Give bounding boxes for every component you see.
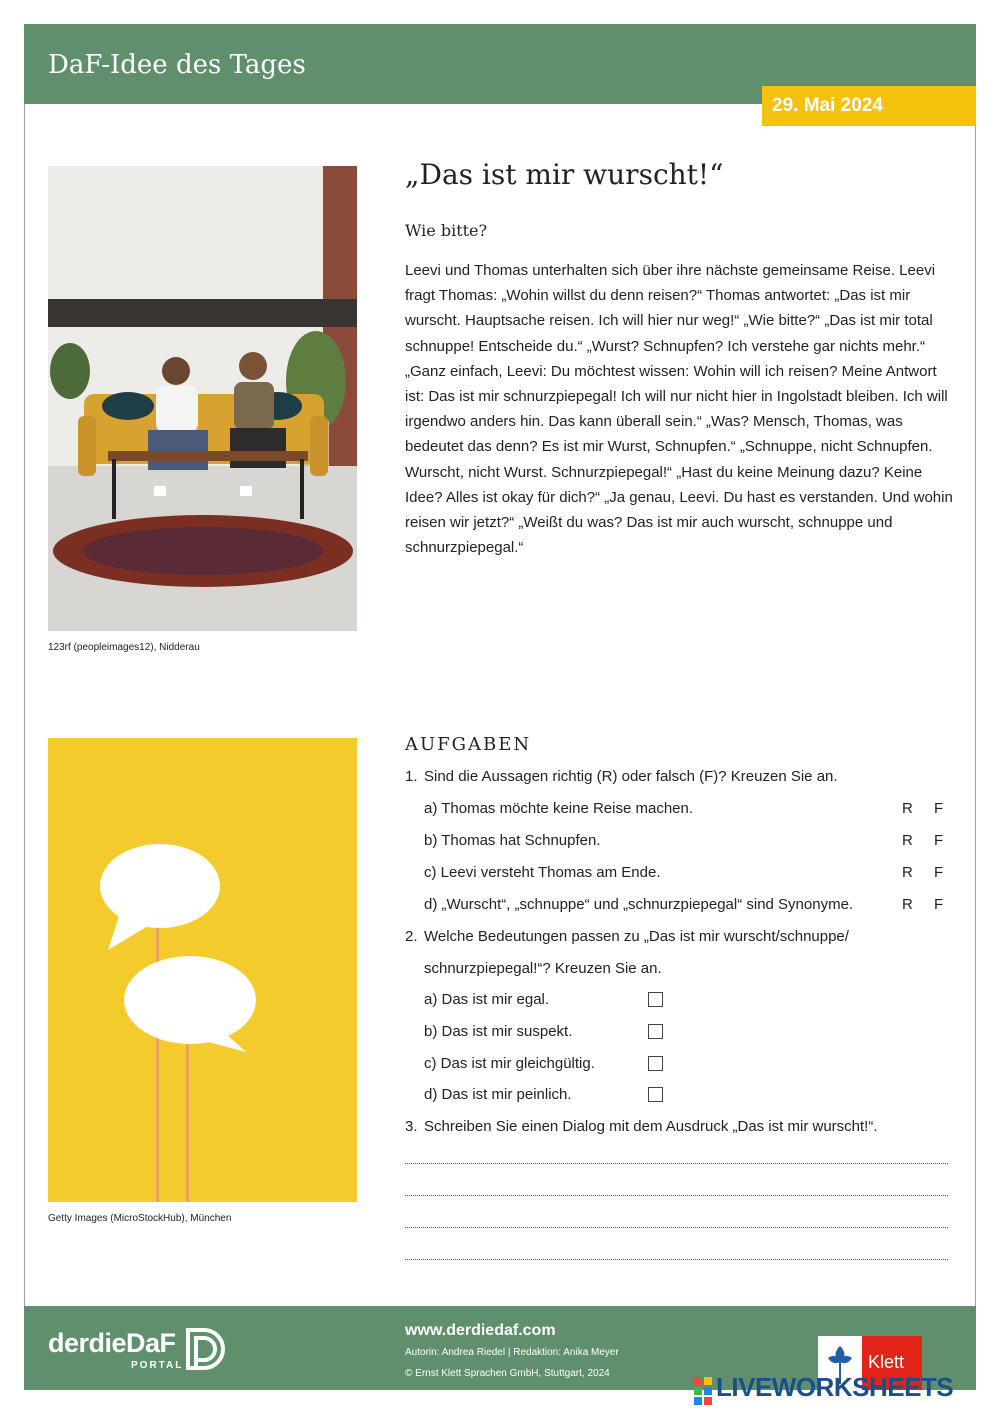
footer-credits: Autorin: Andrea Riedel | Redaktion: Anika Meyer [405,1347,619,1358]
task1-item-c-r[interactable]: R [902,864,913,881]
article-title: „Das ist mir wurscht!“ [405,158,724,191]
klett-logo-text: Klett [868,1352,905,1372]
task2-number: 2. [405,928,418,945]
article-subtitle: Wie bitte? [405,221,488,240]
task1-item-a: a) Thomas möchte keine Reise machen. [424,800,694,817]
task3-number: 3. [405,1118,418,1135]
derdiedaf-logo-icon [184,1326,228,1372]
task2-item-c-checkbox[interactable] [648,1056,663,1071]
photo2-caption: Getty Images (MicroStockHub), München [48,1213,232,1224]
task2-item-b: b) Das ist mir suspekt. [424,1023,573,1040]
answer-line-4[interactable] [405,1259,948,1260]
task1-number: 1. [405,768,418,785]
task2-item-b-checkbox[interactable] [648,1024,663,1039]
liveworksheets-watermark: LIVEWORKSHEETS [716,1372,954,1402]
photo1-caption: 123rf (peopleimages12), Nidderau [48,642,200,653]
task1-item-b-r[interactable]: R [902,832,913,849]
task1-item-c-f[interactable]: F [934,864,944,881]
article-body: Leevi und Thomas unterhalten sich über ihre nächste gemeinsame Reise. Leevi fragt Thomas: „Wohin willst du denn reisen?“ Thomas antwortet: „Das ist mir wurscht. Hauptsache reisen. Ich will hier nur weg!“ „Wie bitte?“ „Das ist mir total schnuppe! Entscheide du.“ „Wurst? Schnupfen? Ich verstehe gar nichts mehr.“ „Ganz einfach, Leevi: Du möchtest wissen: Wohin will ich reisen? Meine Antwort ist: Das ist mir schnurzpiepegal! Ich will nur nicht hier in Ingolstadt bleiben. Ich will irgendwo anders hin. Das kann überall sein.“ „Was? Mensch, Thomas, was bedeutet das denn? Es ist mir Wurst, Schnupfen.“ „Schnuppe, nicht Schnupfen. Wurscht, nicht Wurst. Schnurzpiepegal!“ „Hast du keine Meinung dazu? Keine Idee? Alles ist okay für dich?“ „Ja genau, Leevi. Du hast es verstanden. Und wohin reisen wir jetzt?“ „Weißt du was? Das ist mir auch wurscht, schnuppe und schnurzpiepegal.“ [405,262,953,557]
task1-item-d-r[interactable]: R [902,896,913,913]
task1-item-c: c) Leevi versteht Thomas am Ende. [424,864,661,881]
task1-item-a-r[interactable]: R [902,800,913,817]
task2-question-line1: Welche Bedeutungen passen zu „Das ist mir wurscht/schnuppe/ [424,928,849,945]
task3-question: Schreiben Sie einen Dialog mit dem Ausdruck „Das ist mir wurscht!“. [424,1118,878,1135]
answer-line-3[interactable] [405,1227,948,1228]
task1-item-d: d) „Wurscht“, „schnuppe“ und „schnurzpiepegal“ sind Synonyme. [424,896,854,913]
task2-question-line2: schnurzpiepegal!“? Kreuzen Sie an. [424,960,662,977]
liveworksheets-cubes-icon [694,1377,714,1405]
footer-url[interactable]: www.derdiedaf.com [405,1322,556,1339]
task1-item-d-f[interactable]: F [934,896,944,913]
photo-speech-bubbles [48,738,357,1202]
date-badge: 29. Mai 2024 [762,86,976,126]
task2-item-d: d) Das ist mir peinlich. [424,1086,572,1103]
task2-item-a: a) Das ist mir egal. [424,991,550,1008]
derdiedaf-logo-sub: PORTAL [131,1360,184,1371]
answer-line-2[interactable] [405,1195,948,1196]
task2-item-a-checkbox[interactable] [648,992,663,1007]
tasks-heading: AUFGABEN [405,734,532,755]
answer-line-1[interactable] [405,1163,948,1164]
task2-item-d-checkbox[interactable] [648,1087,663,1102]
header-title: DaF-Idee des Tages [48,50,306,80]
derdiedaf-logo-text: derdieDaF [48,1328,176,1358]
task1-item-b-f[interactable]: F [934,832,944,849]
task1-question: Sind die Aussagen richtig (R) oder falsch (F)? Kreuzen Sie an. [424,768,838,785]
photo-friends-sofa [48,166,357,631]
task2-item-c: c) Das ist mir gleichgültig. [424,1055,595,1072]
footer-copyright: © Ernst Klett Sprachen GmbH, Stuttgart, 2024 [405,1368,610,1379]
task1-item-a-f[interactable]: F [934,800,944,817]
task1-item-b: b) Thomas hat Schnupfen. [424,832,601,849]
